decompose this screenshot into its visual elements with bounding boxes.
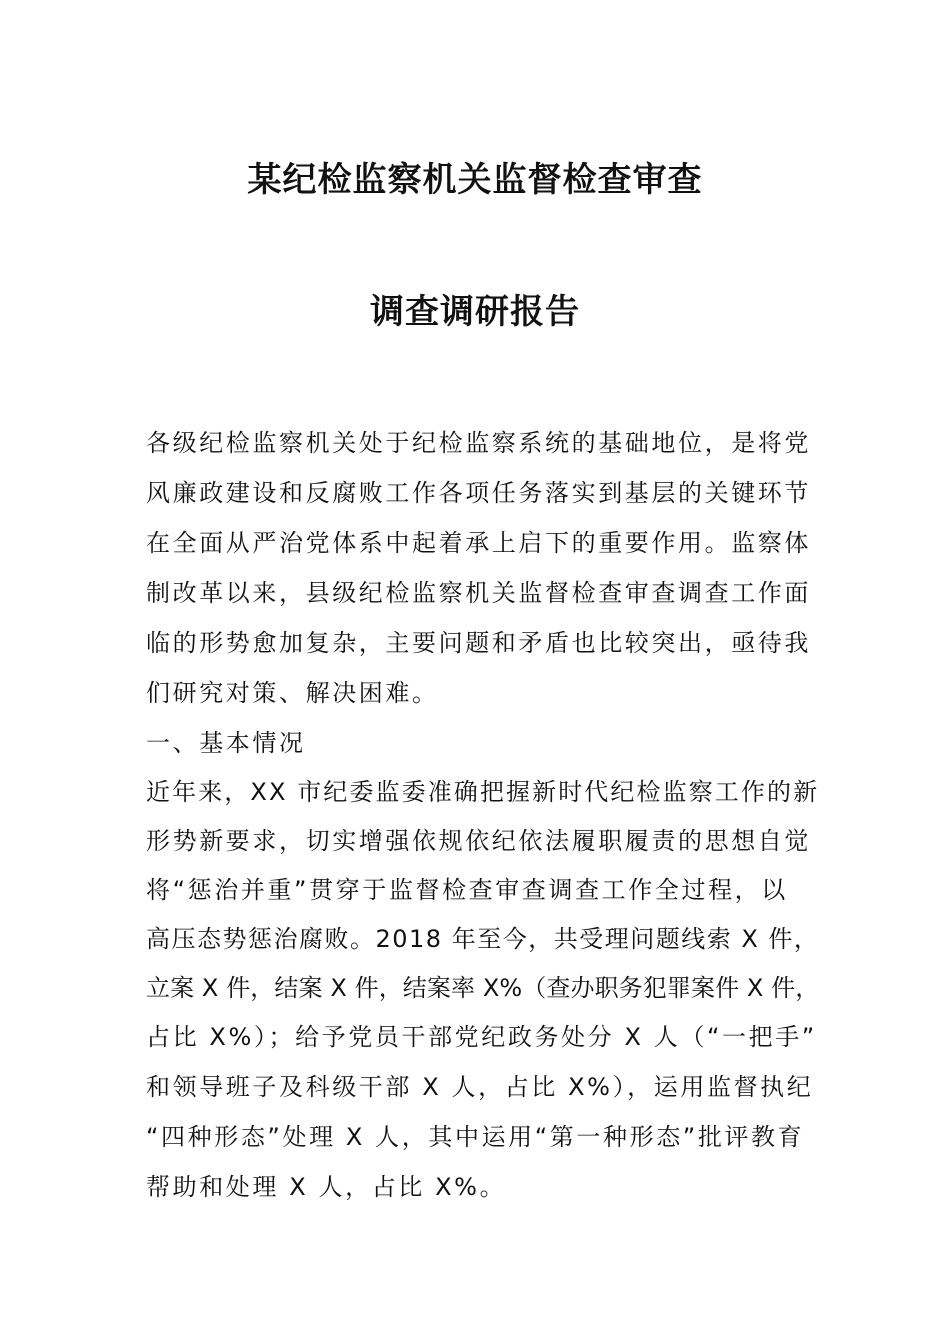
paragraph-2-line: 高压态势惩治腐败。2018 年至今，共受理问题线索 X 件， <box>146 925 820 953</box>
paragraph-2-line: 形势新要求，切实增强依规依纪依法履职履责的思想自觉 <box>146 827 811 855</box>
document-title-line-2: 调查调研报告 <box>370 292 580 332</box>
paragraph-1-line: 制改革以来，县级纪检监察机关监督检查审查调查工作面 <box>146 579 811 607</box>
paragraph-2-line: 将“惩治并重”贯穿于监督检查审查调查工作全过程，以 <box>146 876 788 904</box>
document-title-line-1: 某纪检监察机关监督检查审查 <box>247 160 703 200</box>
paragraph-2-line: 占比 X%）；给予党员干部党纪政务处分 X 人（“一把手” <box>146 1023 817 1051</box>
paragraph-1-line: 各级纪检监察机关处于纪检监察系统的基础地位，是将党 <box>146 429 811 457</box>
paragraph-2-line: 和领导班子及科级干部 X 人，占比 X%），运用监督执纪 <box>146 1073 814 1101</box>
paragraph-1-line: 临的形势愈加复杂，主要问题和矛盾也比较突出，亟待我 <box>146 629 811 657</box>
paragraph-1-line: 们研究对策、解决困难。 <box>146 679 439 707</box>
paragraph-2-line: 立案 X 件，结案 X 件，结案率 X%（查办职务犯罪案件 X 件， <box>146 974 820 1002</box>
section-1-heading: 一、基本情况 <box>146 729 306 757</box>
paragraph-1-line: 风廉政建设和反腐败工作各项任务落实到基层的关键环节 <box>146 479 811 507</box>
paragraph-2-line: 近年来，XX 市纪委监委准确把握新时代纪检监察工作的新 <box>146 778 820 806</box>
paragraph-2-line: 帮助和处理 X 人，占比 X%。 <box>146 1173 507 1201</box>
paragraph-2-line: “四种形态”处理 X 人，其中运用“第一种形态”批评教育 <box>146 1123 805 1151</box>
paragraph-1-line: 在全面从严治党体系中起着承上启下的重要作用。监察体 <box>146 529 811 557</box>
